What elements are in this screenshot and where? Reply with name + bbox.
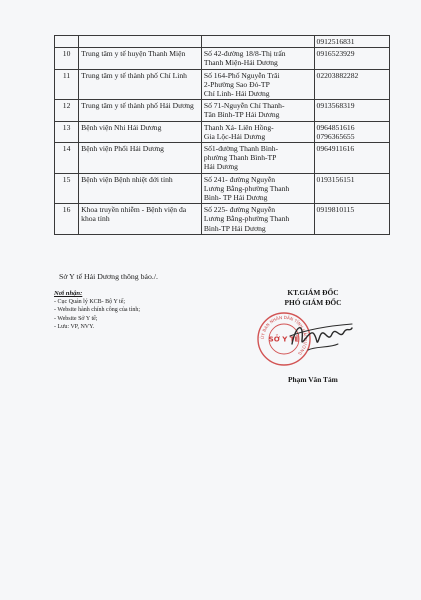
- facility-address-line: Số 164-Phố Nguyễn Trãi: [203, 70, 280, 80]
- facility-address-line: Số1-đường Thanh Bình-: [203, 144, 279, 154]
- table-row: [55, 121, 390, 142]
- facility-table: [54, 35, 390, 235]
- facility-name-cell: [79, 36, 202, 48]
- recipients-title: Nơi nhận:: [54, 290, 83, 297]
- facility-table-body: [55, 36, 390, 235]
- row-number-cell: 14: [55, 143, 79, 174]
- facility-name-line: Trung tâm y tế huyện Thanh Miện: [81, 49, 186, 59]
- facility-name-cell: [79, 100, 202, 121]
- facility-name-cell: [79, 173, 202, 204]
- facility-name-line: Bệnh viện Bệnh nhiệt đới tỉnh: [81, 174, 173, 184]
- facility-address-cell: [201, 36, 314, 48]
- phone-number: 0964851616: [316, 122, 355, 132]
- facility-address-cell: [201, 173, 314, 204]
- seal-ring-text-path: ỦY BAN NHÂN DÂN TỈNH HẢI DƯƠNG: [259, 314, 309, 357]
- facility-address-line: Lương Bằng-phường Thanh: [203, 214, 290, 224]
- table-row: [55, 173, 390, 204]
- phone-number: 0912516831: [316, 37, 355, 46]
- phone-cell: [314, 143, 389, 174]
- facility-address-cell: [201, 69, 314, 100]
- facility-address-cell: [201, 48, 314, 69]
- facility-address-line: Số 42-đường 18/8-Thị trấn: [203, 49, 286, 59]
- table-row: [55, 143, 390, 174]
- facility-address-cell: [201, 121, 314, 142]
- facility-address-cell: [201, 143, 314, 174]
- row-number-cell: 13: [55, 121, 79, 142]
- facility-address-line: phường Thanh Bình-TP: [203, 153, 277, 163]
- facility-address-line: Số 241- đường Nguyễn: [203, 174, 276, 184]
- facility-address-line: Gia Lộc-Hải Dương: [203, 131, 266, 141]
- phone-number: 02203882282: [316, 70, 359, 80]
- table-row: [55, 204, 390, 235]
- facility-name-line: khoa tỉnh: [81, 214, 110, 224]
- signature-title-line2: PHÓ GIÁM ĐỐC: [284, 297, 342, 307]
- facility-address-line: Bình-TP Hải Dương: [203, 223, 266, 233]
- row-number-cell: 10: [55, 48, 79, 69]
- phone-number: 0193156151: [316, 174, 355, 184]
- facility-name-line: Bệnh viện Phổi Hải Dương: [81, 144, 164, 154]
- facility-name-cell: [79, 204, 202, 235]
- facility-name-cell: [79, 48, 202, 69]
- row-number-cell: 15: [55, 173, 79, 204]
- facility-name-cell: [79, 143, 202, 174]
- facility-name-cell: [79, 121, 202, 142]
- recipient-item: - Website Sở Y tế;: [54, 315, 98, 322]
- facility-address-line: Hải Dương: [203, 162, 238, 172]
- phone-number: 0796365655: [316, 131, 355, 141]
- facility-address-line: Thanh Miện-Hải Dương: [203, 58, 278, 68]
- phone-number: 0913568319: [316, 101, 355, 111]
- facility-address-line: Số 71-Nguyễn Chí Thanh-: [203, 101, 285, 111]
- table-row: [55, 69, 390, 100]
- facility-name-line: Khoa truyền nhiễm - Bệnh viện đa: [81, 205, 187, 215]
- row-number-cell: 16: [55, 204, 79, 235]
- phone-cell: [314, 69, 389, 100]
- facility-address-line: Số 225- đường Nguyễn: [203, 205, 276, 215]
- signature-title-line1: KT.GIÁM ĐỐC: [287, 288, 339, 297]
- table-row: [55, 48, 390, 69]
- signer-name: Phạm Văn Tám: [288, 375, 338, 384]
- facility-name-cell: [79, 69, 202, 100]
- phone-cell: [314, 36, 389, 48]
- row-number-cell: [55, 36, 79, 48]
- row-number-cell: 12: [55, 100, 79, 121]
- phone-number: 0964911616: [316, 144, 355, 154]
- phone-cell: [314, 48, 389, 69]
- table-row: [55, 36, 390, 48]
- phone-cell: [314, 121, 389, 142]
- facility-address-cell: [201, 100, 314, 121]
- recipients-block: [54, 290, 140, 331]
- facility-address-line: Chí Linh- Hải Dương: [203, 89, 270, 99]
- facility-address-line: 2-Phường Sao Đỏ-TP: [203, 79, 270, 89]
- facility-address-line: Lương Bằng-phường Thanh: [203, 183, 290, 193]
- phone-cell: [314, 204, 389, 235]
- facility-address-line: Bình- TP Hải Dương: [203, 193, 268, 203]
- table-row: [55, 100, 390, 121]
- facility-address-line: Thanh Xá- Liên Hồng-: [203, 122, 274, 132]
- recipient-item: - Website hành chính công của tỉnh;: [54, 307, 141, 314]
- facility-name-line: Trung tâm y tế thành phố Chí Linh: [81, 70, 187, 80]
- phone-number: 0916523929: [316, 49, 355, 59]
- closing-statement: Sở Y tế Hải Dương thông báo./.: [59, 272, 158, 281]
- facility-address-cell: [201, 204, 314, 235]
- seal-center-text: SỞ Y TẾ: [268, 335, 300, 344]
- handwritten-signature-icon: [286, 314, 356, 358]
- recipient-item: - Cục Quản lý KCB- Bộ Y tế;: [54, 299, 126, 306]
- facility-address-line: Tân Bình-TP Hải Dương: [203, 110, 280, 120]
- facility-name-line: Bệnh viện Nhi Hải Dương: [81, 122, 162, 132]
- signature-title-block: [272, 288, 354, 307]
- recipient-item: - Lưu: VP, NVY.: [54, 323, 95, 330]
- row-number-cell: 11: [55, 69, 79, 100]
- phone-number: 0919810115: [316, 205, 355, 215]
- phone-cell: [314, 173, 389, 204]
- facility-name-line: Trung tâm y tế thành phố Hải Dương: [81, 101, 194, 111]
- phone-cell: [314, 100, 389, 121]
